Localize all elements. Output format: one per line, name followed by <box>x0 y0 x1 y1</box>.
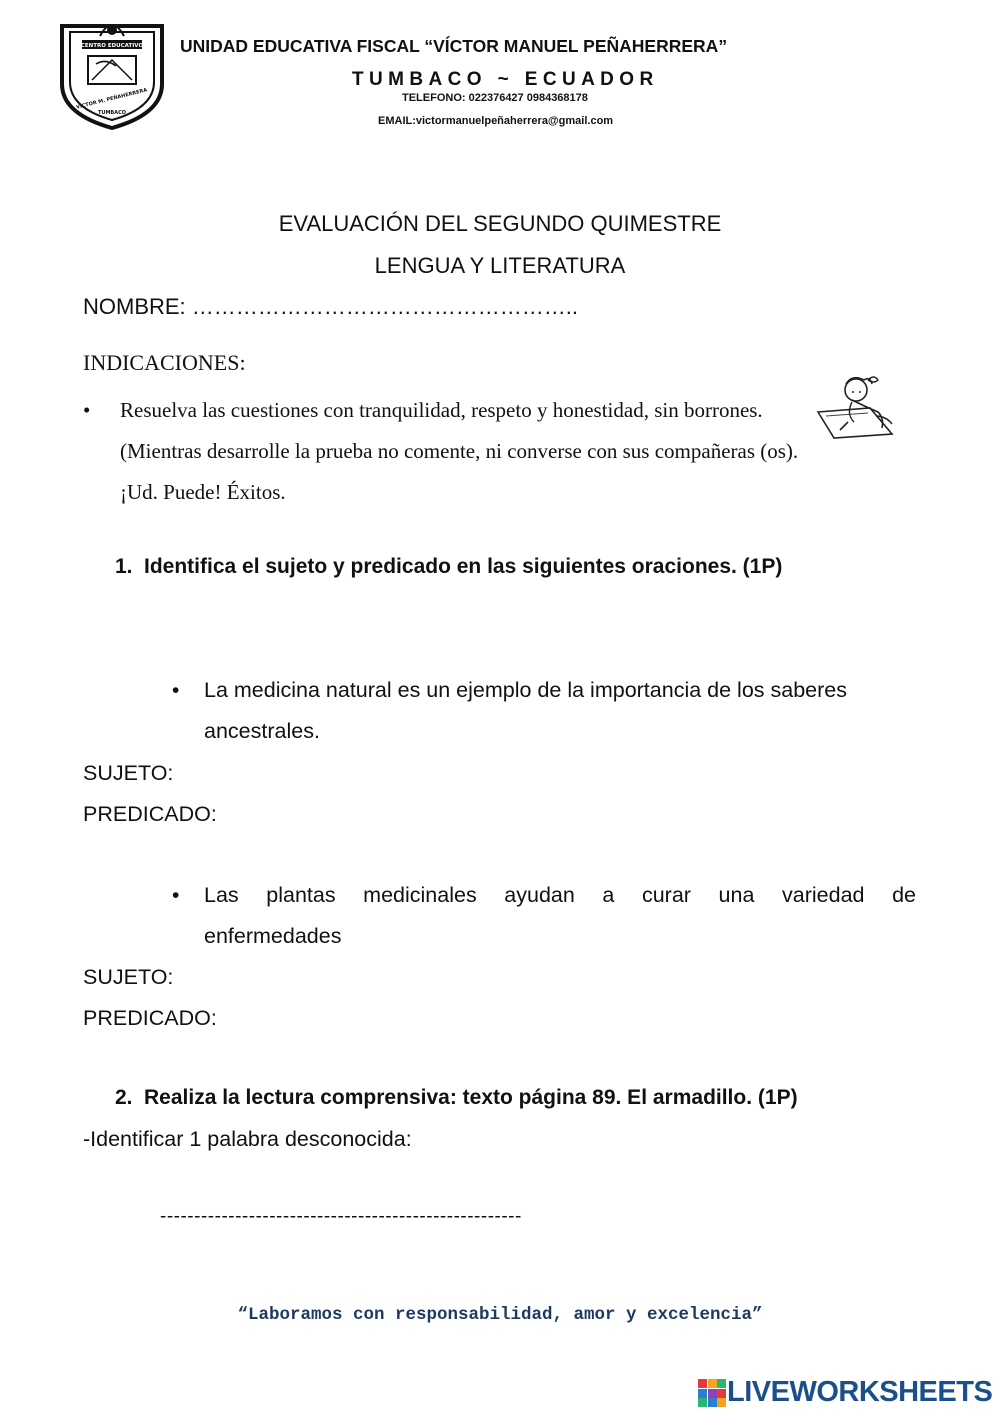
q1-item-1-bullet: • <box>172 679 180 702</box>
liveworksheets-brand: LIVEWORKSHEETS <box>727 1376 993 1408</box>
school-email: EMAIL:victormanuelpeñaherrera@gmail.com <box>378 115 614 127</box>
exam-title: EVALUACIÓN DEL SEGUNDO QUIMESTRE <box>278 211 722 236</box>
q1-item-1-line-1: La medicina natural es un ejemplo de la importancia de los saberes <box>204 678 847 702</box>
school-motto: “Laboramos con responsabilidad, amor y excelencia” <box>237 1305 763 1325</box>
school-name: UNIDAD EDUCATIVA FISCAL “VÍCTOR MANUEL PEÑAHERRERA” <box>180 36 728 56</box>
answer-line: ----------------------------------------------------- <box>160 1206 522 1227</box>
school-city: TUMBACO ~ ECUADOR <box>352 69 659 90</box>
q1-item-1-line-2: ancestrales. <box>204 719 320 743</box>
instructions-bullet: • <box>83 398 91 422</box>
question-1-text: Identifica el sujeto y predicado en las siguientes oraciones. (1P) <box>144 555 783 578</box>
liveworksheets-logo <box>698 1376 992 1408</box>
instructions-title: INDICACIONES: <box>83 350 246 375</box>
school-logo <box>56 14 168 132</box>
svg-text:VICTOR M. PEÑAHERRERA: VICTOR M. PEÑAHERRERA <box>75 87 148 111</box>
liveworksheets-icon <box>698 1379 726 1407</box>
name-line: NOMBRE: …………………………………………….. <box>83 294 579 319</box>
q1-item-2-bullet: • <box>172 884 180 907</box>
instructions-text: Resuelva las cuestiones con tranquilidad, respeto y honestidad, sin borrones. (Mientras desarrolle la prueba no comente, ni converse con sus compañeras (os). ¡Ud. Puede! Éxitos. <box>120 398 799 504</box>
subject-title: LENGUA Y LITERATURA <box>374 253 626 278</box>
child-writing-illustration <box>812 372 898 444</box>
svg-text:CENTRO EDUCATIVO: CENTRO EDUCATIVO <box>80 43 144 49</box>
school-phone: TELEFONO: 022376427 0984368178 <box>402 92 588 104</box>
svg-text:TUMBACO: TUMBACO <box>97 110 127 116</box>
question-2-number: 2. <box>115 1086 133 1109</box>
q1-item-2-line-2: enfermedades <box>204 924 342 948</box>
q1-item-2-line-1: Las plantas medicinales ayudan a curar una variedad de <box>204 883 916 907</box>
q1-item-1-predicate-label: PREDICADO: <box>83 802 217 826</box>
question-1-number: 1. <box>115 555 133 578</box>
q1-item-2-predicate-label: PREDICADO: <box>83 1006 217 1030</box>
q1-item-1-subject-label: SUJETO: <box>83 761 174 785</box>
q1-item-2-subject-label: SUJETO: <box>83 965 174 989</box>
question-2-instruction: -Identificar 1 palabra desconocida: <box>83 1127 412 1151</box>
question-2-text: Realiza la lectura comprensiva: texto página 89. El armadillo. (1P) <box>144 1086 798 1109</box>
